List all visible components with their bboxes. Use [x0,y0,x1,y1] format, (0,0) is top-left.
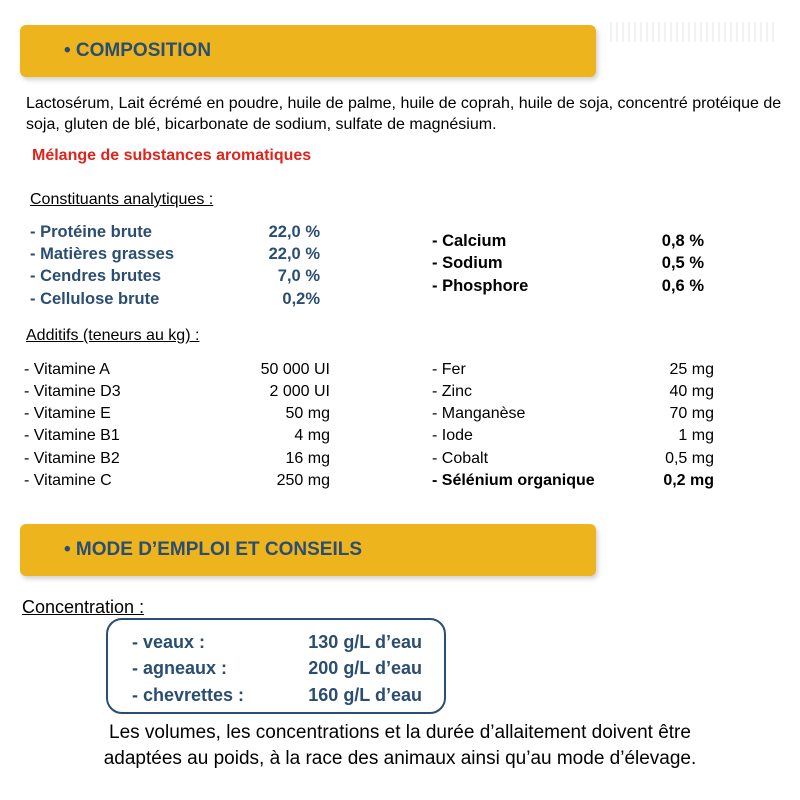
concentration-animal: - agneaux : [132,658,228,678]
vitamin-label: - Vitamine D3 [24,383,121,400]
analytical-row [30,245,320,267]
vitamin-label: - Vitamine B2 [24,450,120,467]
concentration-row [132,685,422,711]
vitamin-value: 50 000 UI [260,361,330,378]
trace-element-value: 0,5 mg [665,450,714,467]
mineral-row [432,277,704,299]
trace-element-value: 0,2 mg [663,472,714,489]
analytical-heading: Constituants analytiques : [30,191,214,208]
trace-element-label: - Manganèse [432,405,526,422]
mineral-label: - Phosphore [432,277,529,295]
analytical-value: 0,2% [282,290,320,308]
advice-text [0,720,800,772]
analytical-label: - Cellulose brute [30,290,160,308]
vitamin-row [24,472,330,494]
analytical-value: 22,0 % [268,245,320,263]
trace-element-value: 25 mg [669,361,714,378]
vitamin-row [24,427,330,449]
trace-element-value: 40 mg [669,383,714,400]
vitamin-label: - Vitamine C [24,472,112,489]
analytical-label: - Matières grasses [30,245,174,263]
vitamin-label: - Vitamine B1 [24,427,120,444]
trace-element-label: - Iode [432,427,473,444]
trace-element-row [432,383,714,405]
trace-element-label: - Cobalt [432,450,489,467]
trace-element-label: - Sélénium organique [432,472,595,489]
analytical-label: - Protéine brute [30,223,152,241]
analytical-value: 7,0 % [277,267,320,285]
ingredients-text: Lactosérum, Lait écrémé en poudre, huile de palme, huile de coprah, huile de soja, concentré protéique de soja, gluten de blé, bicarbonate de sodium, sulfate de magnésium. [26,95,782,133]
mineral-value: 0,5 % [661,254,704,272]
vitamin-value: 16 mg [285,450,330,467]
vitamin-label: - Vitamine A [24,361,110,378]
concentration-value: 130 g/L d’eau [308,632,422,652]
aromatic-substances: Mélange de substances aromatiques [32,147,312,164]
trace-element-row [432,361,714,383]
analytical-row [30,223,320,245]
vitamin-row [24,450,330,472]
mineral-row [432,254,704,276]
mineral-row [432,232,704,254]
composition-banner [20,25,596,77]
trace-element-value: 1 mg [678,427,714,444]
advice-line-1: Les volumes, les concentrations et la durée d’allaitement doivent être [109,722,691,743]
watermark-artifact [610,22,785,42]
trace-element-label: - Zinc [432,383,472,400]
advice-line-2: adaptées au poids, à la race des animaux ainsi qu’au mode d’élevage. [103,748,697,769]
analytical-label: - Cendres brutes [30,267,162,285]
concentration-row [132,658,422,684]
mineral-label: - Calcium [432,232,507,250]
concentration-row [132,632,422,658]
trace-element-row [432,427,714,449]
vitamin-label: - Vitamine E [24,405,111,422]
vitamin-value: 2 000 UI [269,383,330,400]
vitamin-row [24,405,330,427]
mineral-value: 0,6 % [661,277,704,295]
vitamin-value: 250 mg [276,472,330,489]
mineral-label: - Sodium [432,254,503,272]
mineral-value: 0,8 % [661,232,704,250]
concentration-value: 200 g/L d’eau [308,658,422,678]
vitamin-value: 50 mg [285,405,330,422]
concentration-heading: Concentration : [22,597,145,617]
concentration-animal: - veaux : [132,632,206,652]
trace-element-value: 70 mg [669,405,714,422]
vitamin-row [24,383,330,405]
analytical-row [30,290,320,312]
additives-heading: Additifs (teneurs au kg) : [26,327,200,344]
trace-element-row [432,450,714,472]
analytical-row [30,267,320,289]
vitamin-row [24,361,330,383]
analytical-value: 22,0 % [268,223,320,241]
concentration-value: 160 g/L d’eau [308,685,422,705]
composition-title: • COMPOSITION [64,40,212,61]
vitamin-value: 4 mg [294,427,330,444]
usage-banner [20,524,596,576]
concentration-animal: - chevrettes : [132,685,245,705]
trace-element-row [432,405,714,427]
trace-element-label: - Fer [432,361,466,378]
trace-element-row [432,472,714,494]
usage-title: • MODE D’EMPLOI ET CONSEILS [64,539,363,560]
